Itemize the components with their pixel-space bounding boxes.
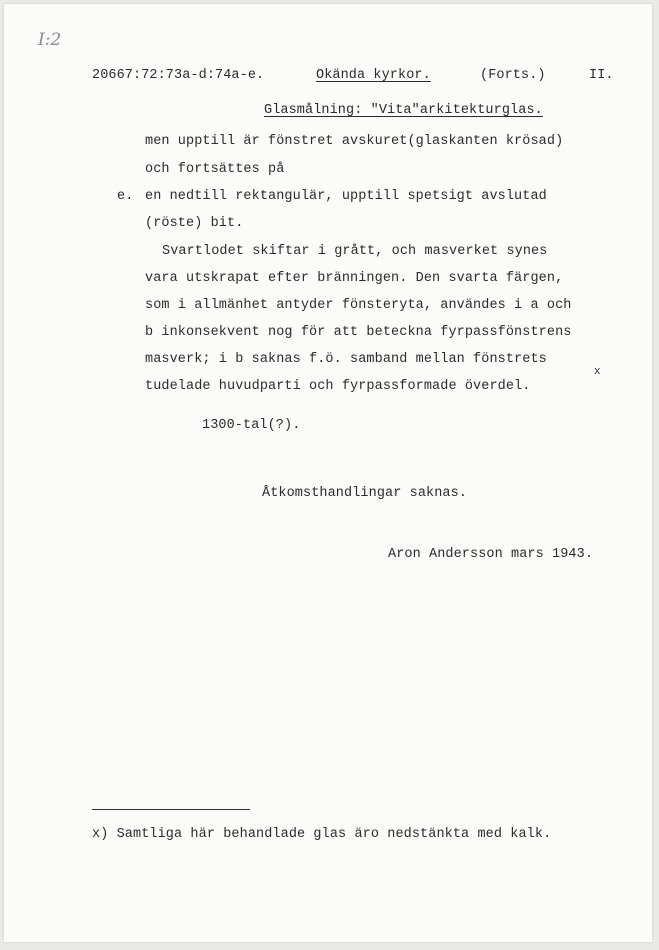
body-line-4: (röste) bit.: [145, 216, 244, 231]
body-line-5: Svartlodet skiftar i grått, och masverket synes: [162, 244, 548, 259]
subtitle: Glasmålning: "Vita"arkitekturglas.: [264, 103, 543, 118]
body-line-6: vara utskrapat efter bränningen. Den svarta färgen,: [145, 271, 564, 286]
body-line-9: masverk; i b saknas f.ö. samband mellan fönstrets: [145, 352, 547, 367]
body-line-2: och fortsättes på: [145, 162, 285, 177]
body-line-8: b inkonsekvent nog för att beteckna fyrpassfönstrens: [145, 325, 572, 340]
footnote-divider: [92, 809, 250, 810]
church-title: Okända kyrkor.: [316, 68, 431, 83]
reference-number: 20667:72:73a-d:74a-e.: [92, 68, 265, 83]
document-page: [4, 4, 652, 942]
footnote-marker: x: [594, 366, 601, 378]
item-marker-e: e.: [117, 189, 134, 204]
signature: Aron Andersson mars 1943.: [388, 547, 594, 562]
body-line-10: tudelade huvudparti och fyrpassformade överdel.: [145, 379, 531, 394]
continuation-note: (Forts.): [480, 68, 546, 83]
footnote-text: x) Samtliga här behandlade glas äro nedstänkta med kalk.: [92, 827, 552, 842]
handwritten-mark: I:2: [38, 30, 62, 50]
acquisition-note: Åtkomsthandlingar saknas.: [262, 486, 468, 501]
body-line-3: en nedtill rektangulär, upptill spetsigt avslutad: [145, 189, 547, 204]
body-line-7: som i allmänhet antyder fönsteryta, användes i a och: [145, 298, 572, 313]
section-number: II.: [589, 68, 614, 83]
dating: 1300-tal(?).: [202, 418, 301, 433]
body-line-1: men upptill är fönstret avskuret(glaskanten krösad): [145, 134, 564, 149]
